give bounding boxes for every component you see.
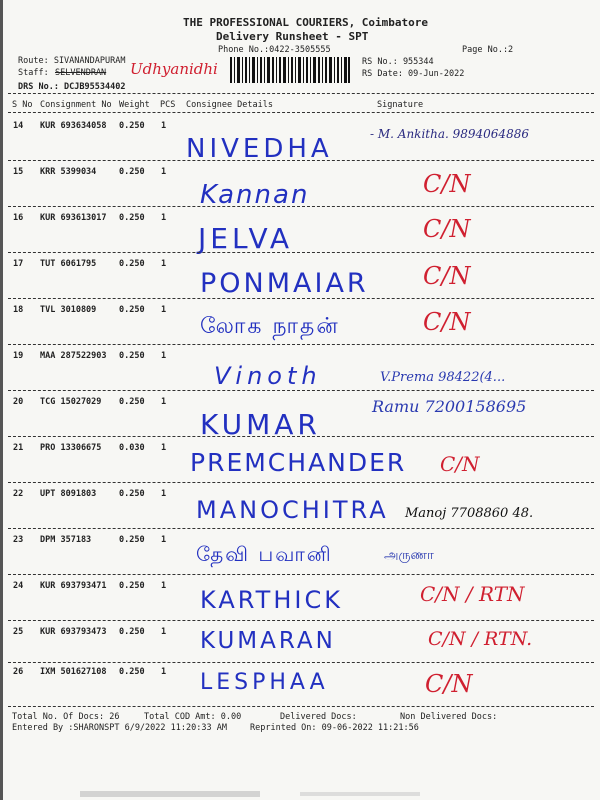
signature-handwritten: C/N bbox=[423, 262, 471, 290]
divider bbox=[8, 662, 594, 663]
divider bbox=[8, 252, 594, 253]
row-sno: 16 bbox=[13, 213, 24, 223]
row-sno: 23 bbox=[13, 535, 24, 545]
row-weight: 0.250 bbox=[119, 397, 145, 407]
divider bbox=[8, 390, 594, 391]
row-weight: 0.250 bbox=[119, 581, 145, 591]
row-consignment: KUR 693613017 bbox=[40, 213, 107, 223]
row-pcs: 1 bbox=[161, 443, 167, 453]
delivered-docs: Delivered Docs: bbox=[280, 712, 357, 722]
staff-signature-handwritten: Udhyanidhi bbox=[130, 60, 218, 78]
row-pcs: 1 bbox=[161, 121, 167, 131]
signature-handwritten: C/N bbox=[423, 308, 471, 336]
consignee-handwritten: PREMCHANDER bbox=[190, 448, 407, 477]
row-pcs: 1 bbox=[161, 667, 167, 677]
row-weight: 0.250 bbox=[119, 627, 145, 637]
col-consignment: Consignment No bbox=[40, 100, 112, 110]
signature-handwritten: அருணா bbox=[384, 548, 434, 563]
total-cod: Total COD Amt: 0.00 bbox=[144, 712, 242, 722]
consignee-handwritten: NIVEDHA bbox=[186, 134, 333, 164]
signature-handwritten: C/N / RTN. bbox=[428, 628, 533, 650]
col-weight: Weight bbox=[119, 100, 150, 110]
divider bbox=[8, 528, 594, 529]
row-sno: 18 bbox=[13, 305, 24, 315]
row-consignment: IXM 501627108 bbox=[40, 667, 107, 677]
row-sno: 14 bbox=[13, 121, 24, 131]
row-sno: 21 bbox=[13, 443, 24, 453]
signature-handwritten: C/N bbox=[425, 670, 473, 698]
rs-number: RS No.: 955344 bbox=[362, 57, 434, 67]
row-consignment: PRO 13306675 bbox=[40, 443, 102, 453]
row-pcs: 1 bbox=[161, 397, 167, 407]
consignee-handwritten: லோக நாதன் bbox=[200, 314, 340, 339]
row-pcs: 1 bbox=[161, 535, 167, 545]
consignee-handwritten: KARTHICK bbox=[200, 586, 343, 614]
barcode bbox=[230, 57, 350, 83]
row-pcs: 1 bbox=[161, 259, 167, 269]
row-weight: 0.250 bbox=[119, 667, 145, 677]
consignee-handwritten: Vinoth bbox=[214, 362, 322, 390]
row-weight: 0.250 bbox=[119, 121, 145, 131]
row-weight: 0.250 bbox=[119, 489, 145, 499]
signature-handwritten: - M. Ankitha. 9894064886 bbox=[370, 127, 529, 141]
divider bbox=[8, 482, 594, 483]
divider bbox=[8, 298, 594, 299]
consignee-handwritten: LESPHAA bbox=[200, 670, 329, 695]
route: Route: SIVANANDAPURAM bbox=[18, 56, 126, 66]
signature-handwritten: C/N bbox=[423, 215, 471, 243]
row-weight: 0.250 bbox=[119, 259, 145, 269]
row-sno: 17 bbox=[13, 259, 24, 269]
divider bbox=[8, 344, 594, 345]
consignee-handwritten: KUMARAN bbox=[200, 628, 336, 654]
phone-number: Phone No.:0422-3505555 bbox=[218, 45, 331, 55]
signature-handwritten: V.Prema 98422(4... bbox=[380, 370, 506, 385]
row-sno: 24 bbox=[13, 581, 24, 591]
runsheet-title: Delivery Runsheet - SPT bbox=[216, 30, 369, 43]
row-consignment: UPT 8091803 bbox=[40, 489, 97, 499]
drs-number: DRS No.: DCJB95534402 bbox=[18, 82, 126, 92]
row-consignment: TCG 15027029 bbox=[40, 397, 102, 407]
row-weight: 0.250 bbox=[119, 305, 145, 315]
row-pcs: 1 bbox=[161, 351, 167, 361]
row-consignment: DPM 357183 bbox=[40, 535, 92, 545]
divider bbox=[8, 93, 594, 94]
signature-handwritten: C/N / RTN bbox=[420, 582, 525, 606]
row-sno: 19 bbox=[13, 351, 24, 361]
row-consignment: TVL 3010809 bbox=[40, 305, 97, 315]
row-pcs: 1 bbox=[161, 627, 167, 637]
col-consignee: Consignee Details bbox=[186, 100, 273, 110]
row-sno: 20 bbox=[13, 397, 24, 407]
row-weight: 0.250 bbox=[119, 535, 145, 545]
row-consignment: TUT 6061795 bbox=[40, 259, 97, 269]
col-pcs: PCS bbox=[160, 100, 176, 110]
consignee-handwritten: PONMAIAR bbox=[200, 268, 369, 299]
signature-handwritten: Ramu 7200158695 bbox=[372, 397, 527, 416]
signature-handwritten: C/N bbox=[423, 170, 471, 198]
page-number: Page No.:2 bbox=[462, 45, 514, 55]
divider bbox=[8, 112, 594, 113]
row-pcs: 1 bbox=[161, 213, 167, 223]
col-signature: Signature bbox=[377, 100, 424, 110]
row-pcs: 1 bbox=[161, 489, 167, 499]
divider bbox=[8, 706, 594, 707]
row-pcs: 1 bbox=[161, 581, 167, 591]
reprinted-on: Reprinted On: 09-06-2022 11:21:56 bbox=[250, 723, 419, 733]
entered-by: Entered By :SHARONSPT 6/9/2022 11:20:33 AM bbox=[12, 723, 227, 733]
row-weight: 0.250 bbox=[119, 351, 145, 361]
total-docs: Total No. Of Docs: 26 bbox=[12, 712, 120, 722]
staff-label: Staff: bbox=[18, 68, 49, 78]
divider bbox=[8, 620, 594, 621]
row-weight: 0.250 bbox=[119, 213, 145, 223]
scan-bottom-noise bbox=[0, 788, 600, 800]
rs-date: RS Date: 09-Jun-2022 bbox=[362, 69, 465, 79]
consignee-handwritten: MANOCHITRA bbox=[196, 496, 389, 524]
consignee-handwritten: JELVA bbox=[198, 222, 293, 255]
scan-left-edge bbox=[0, 0, 3, 800]
divider bbox=[8, 160, 594, 161]
row-sno: 26 bbox=[13, 667, 24, 677]
staff-name: SELVENDRAN bbox=[55, 68, 107, 78]
divider bbox=[8, 436, 594, 437]
row-weight: 0.250 bbox=[119, 167, 145, 177]
consignee-handwritten: KUMAR bbox=[200, 408, 321, 441]
row-pcs: 1 bbox=[161, 305, 167, 315]
row-pcs: 1 bbox=[161, 167, 167, 177]
row-sno: 15 bbox=[13, 167, 24, 177]
row-consignment: KUR 693793473 bbox=[40, 627, 107, 637]
row-sno: 22 bbox=[13, 489, 24, 499]
divider bbox=[8, 206, 594, 207]
row-consignment: KUR 693634058 bbox=[40, 121, 107, 131]
row-consignment: MAA 287522903 bbox=[40, 351, 107, 361]
signature-handwritten: Manoj 7708860 48. bbox=[405, 506, 534, 521]
non-delivered-docs: Non Delivered Docs: bbox=[400, 712, 498, 722]
row-consignment: KUR 693793471 bbox=[40, 581, 107, 591]
company-title: THE PROFESSIONAL COURIERS, Coimbatore bbox=[183, 16, 429, 29]
divider bbox=[8, 574, 594, 575]
col-sno: S No bbox=[12, 100, 33, 110]
consignee-handwritten: Kannan bbox=[200, 180, 310, 210]
signature-handwritten: C/N bbox=[440, 452, 480, 476]
row-sno: 25 bbox=[13, 627, 24, 637]
row-consignment: KRR 5399034 bbox=[40, 167, 97, 177]
row-weight: 0.030 bbox=[119, 443, 145, 453]
consignee-handwritten: தேவி பவானி bbox=[196, 542, 333, 566]
